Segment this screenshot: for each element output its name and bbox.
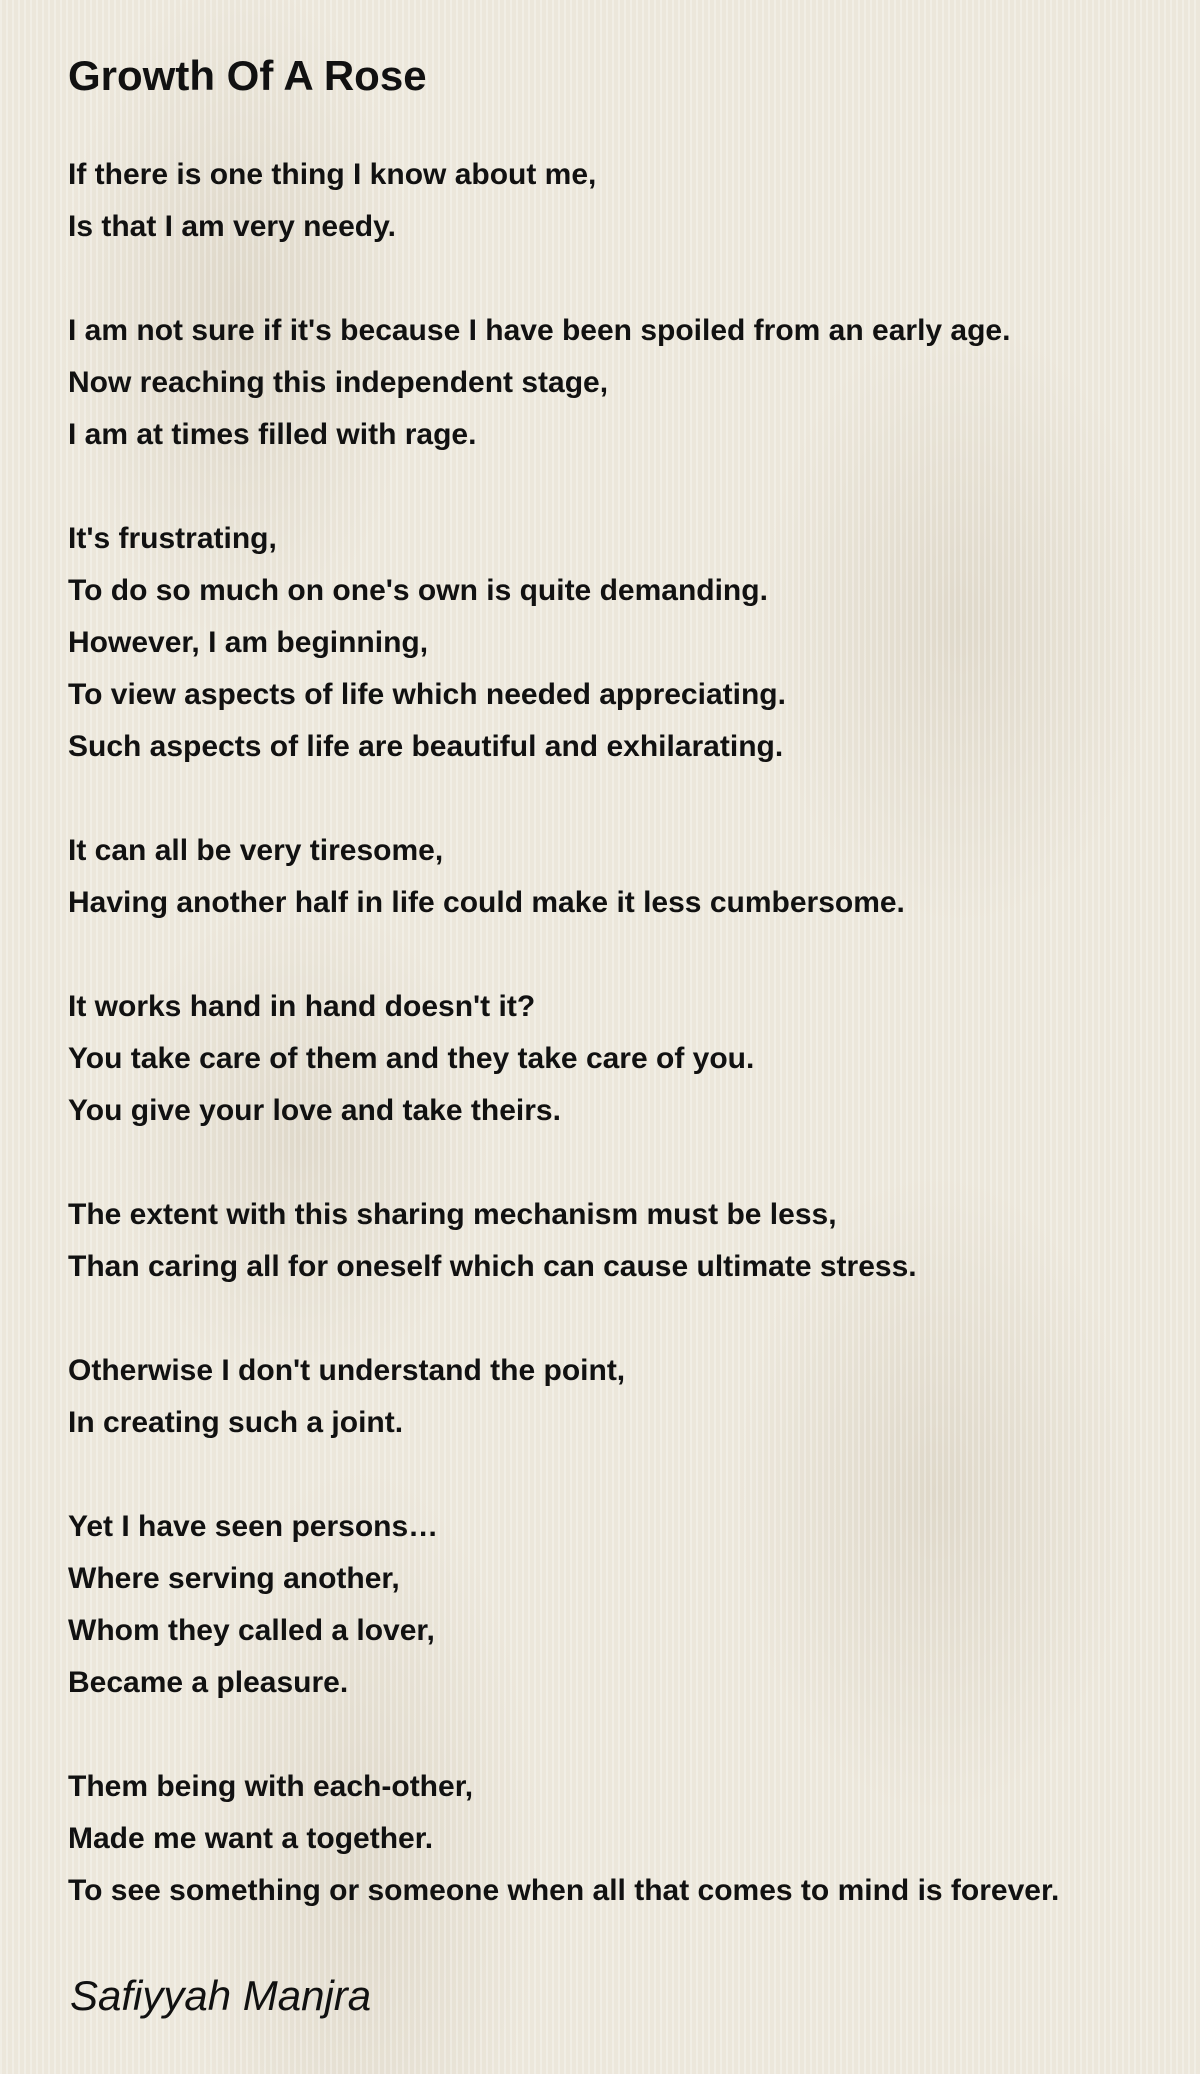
poem-line: Than caring all for oneself which can cause ultimate stress. bbox=[68, 1250, 917, 1283]
stanza-5 bbox=[68, 981, 1178, 1137]
poem-line: Such aspects of life are beautiful and exhilarating. bbox=[68, 730, 784, 763]
poem-line: If there is one thing I know about me, bbox=[68, 158, 597, 191]
poem-title: Growth Of A Rose bbox=[68, 52, 427, 99]
poem-line: I am at times filled with rage. bbox=[68, 418, 477, 451]
poem-author: Safiyyah Manjra bbox=[70, 1972, 372, 2019]
poem-line: Them being with each-other, bbox=[68, 1770, 474, 1803]
poem-line: To see something or someone when all that comes to mind is forever. bbox=[68, 1874, 1060, 1907]
poem-line: You take care of them and they take care of you. bbox=[68, 1042, 755, 1075]
poem-line: It's frustrating, bbox=[68, 522, 277, 555]
poem-line: To view aspects of life which needed appreciating. bbox=[68, 678, 786, 711]
stanza-7 bbox=[68, 1345, 1178, 1449]
poem-line: Having another half in life could make it less cumbersome. bbox=[68, 886, 905, 919]
poem-line: Otherwise I don't understand the point, bbox=[68, 1354, 626, 1387]
stanza-9 bbox=[68, 1761, 1178, 1917]
stanza-3 bbox=[68, 513, 1178, 773]
poem-line: I am not sure if it's because I have been spoiled from an early age. bbox=[68, 314, 1011, 347]
poem-line: Where serving another, bbox=[68, 1562, 400, 1595]
poem-line: Is that I am very needy. bbox=[68, 210, 396, 243]
stanza-4 bbox=[68, 825, 1178, 929]
stanza-6 bbox=[68, 1189, 1178, 1293]
poem-line: Made me want a together. bbox=[68, 1822, 434, 1855]
poem-line: Whom they called a lover, bbox=[68, 1614, 435, 1647]
stanza-8 bbox=[68, 1501, 1178, 1709]
poem-line: Became a pleasure. bbox=[68, 1666, 349, 1699]
poem-line: It works hand in hand doesn't it? bbox=[68, 990, 536, 1023]
poem-line: It can all be very tiresome, bbox=[68, 834, 444, 867]
poem-body bbox=[68, 149, 1178, 1969]
poem-line: Now reaching this independent stage, bbox=[68, 366, 609, 399]
poem-line: In creating such a joint. bbox=[68, 1406, 404, 1439]
poem-line: Yet I have seen persons… bbox=[68, 1510, 439, 1543]
poem-line: The extent with this sharing mechanism must be less, bbox=[68, 1198, 837, 1231]
poem-line: You give your love and take theirs. bbox=[68, 1094, 561, 1127]
poem-line: However, I am beginning, bbox=[68, 626, 429, 659]
stanza-1 bbox=[68, 149, 1178, 253]
stanza-2 bbox=[68, 305, 1178, 461]
poem-line: To do so much on one's own is quite demanding. bbox=[68, 574, 768, 607]
